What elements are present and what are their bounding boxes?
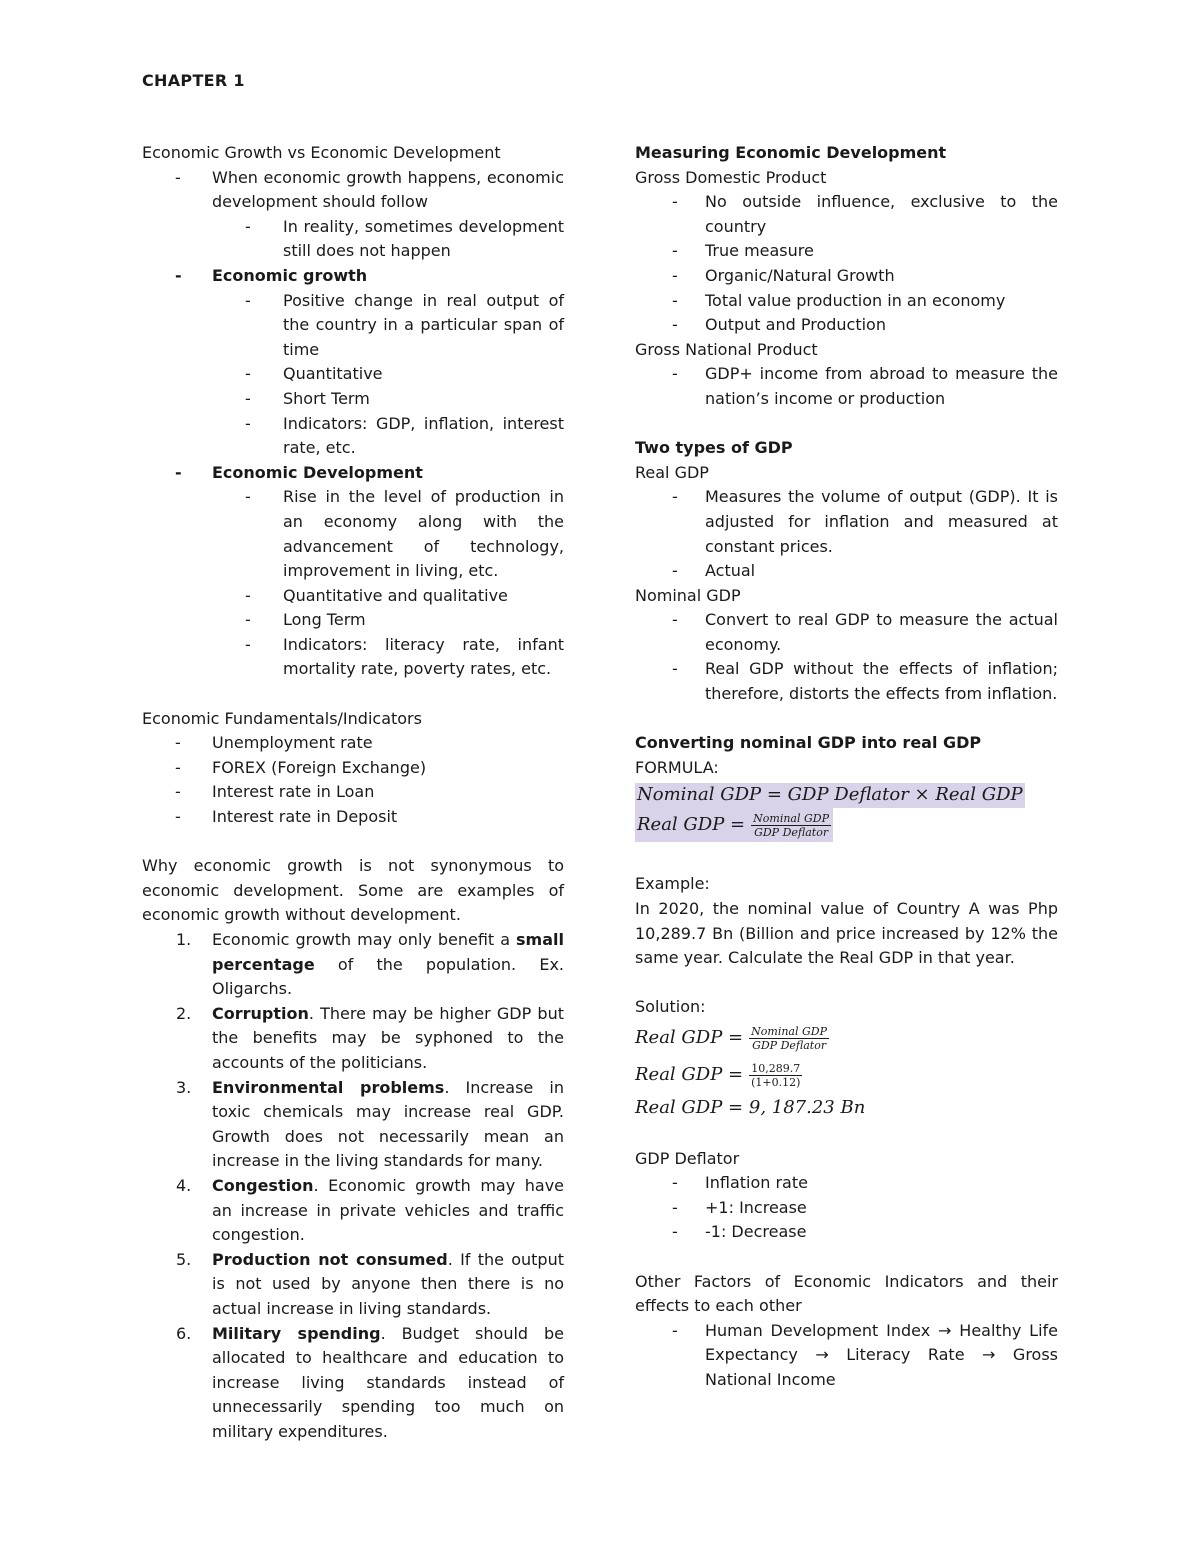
dash-marker: - [672, 265, 678, 285]
dash-marker: - [245, 216, 251, 236]
dash-marker: - [175, 807, 181, 827]
bullet-item: - Interest rate in Loan [142, 780, 564, 805]
formula-fraction: Real GDP = $\frac{\text{Nominal GDP}}{\text{GDP Deflator}}$ [635, 808, 833, 842]
sub-bullet-item: - Short Term [142, 387, 564, 412]
section-heading: Economic Growth vs Economic Development [142, 143, 501, 162]
sub-bullet-item: - Rise in the level of production in an economy along with the advancement of technology, improvement in living, etc. [245, 487, 564, 581]
bullet-item: - GDP+ income from abroad to measure the nation’s income or production [672, 364, 1058, 408]
numbered-item: 3. Environmental problems. Increase in toxic chemicals may increase real GDP. Growth does not necessarily mean an increase in the living standards for many. [176, 1077, 564, 1171]
subsection-label: Gross National Product [635, 339, 818, 359]
sub-bullet-item: - Long Term [142, 608, 564, 633]
sub-bullet-item: - Positive change in real output of the country in a particular span of time [245, 290, 564, 359]
formula-label: FORMULA: [635, 757, 719, 777]
dash-marker: - [672, 290, 678, 310]
dash-marker: - [672, 1320, 678, 1340]
dash-marker: - [175, 265, 182, 285]
bullet-item: - Measures the volume of output (GDP). It is adjusted for inflation and measured at constant prices. [672, 487, 1058, 556]
dash-marker: - [175, 757, 181, 777]
example-text: In 2020, the nominal value of Country A was Php 10,289.7 Bn (Billion and price increased by 12% the same year. Calculate the Real GDP in that year. [635, 899, 1058, 968]
bullet-item: - Inflation rate [635, 1171, 1058, 1196]
bullet-item: - Human Development Index → Healthy Life Expectancy → Literacy Rate → Gross National Income [672, 1320, 1058, 1389]
dash-marker: - [245, 364, 251, 384]
bullet-item: - Interest rate in Deposit [142, 805, 564, 830]
dash-marker: - [672, 1173, 678, 1193]
bullet-item: - No outside influence, exclusive to the country [672, 192, 1058, 236]
dash-marker: - [672, 1222, 678, 1242]
number-marker: 2. [176, 1003, 192, 1023]
dash-marker: - [245, 634, 251, 654]
section-heading: Converting nominal GDP into real GDP [635, 733, 982, 753]
dash-marker: - [672, 364, 678, 384]
sub-bullet-item: - In reality, sometimes development still does not happen [245, 216, 564, 261]
sub-bullet-item: - Quantitative and qualitative [142, 584, 564, 609]
section-heading: Two types of GDP [635, 438, 793, 458]
bullet-item: - True measure [635, 239, 1058, 264]
dash-marker: - [672, 561, 678, 581]
paragraph: Why economic growth is not synonymous to economic development. Some are examples of economic growth without development. [142, 856, 564, 925]
dash-marker: - [175, 782, 181, 802]
subsection-label: Gross Domestic Product [635, 167, 827, 187]
dash-marker: - [672, 610, 678, 630]
dash-marker: - [175, 167, 181, 187]
dash-marker: - [672, 241, 678, 261]
solution-steps: Real GDP = $\frac{\text{Nominal GDP}}{\text{GDP Deflator}}$ Real GDP = $\frac{10,289.7}{(1+0.12)}$ Real GDP = 9, 187.23 Bn [635, 1024, 866, 1118]
bullet-item: - When economic growth happens, economic development should follow [175, 167, 564, 212]
number-marker: 5. [176, 1249, 192, 1269]
bullet-item: - -1: Decrease [635, 1220, 1058, 1245]
section-heading: Measuring Economic Development [635, 143, 947, 162]
bullet-item: - +1: Increase [635, 1196, 1058, 1221]
dash-marker: - [245, 487, 251, 507]
formula-box [635, 782, 1058, 842]
dash-marker: - [175, 733, 181, 753]
section-heading: Economic Fundamentals/Indicators [142, 708, 422, 728]
subsection-label: GDP Deflator [635, 1148, 740, 1168]
example-label: Example: [635, 874, 710, 894]
sub-bullet-item: - Quantitative [142, 362, 564, 387]
numbered-item: 4. Congestion. Economic growth may have an increase in private vehicles and traffic congestion. [176, 1175, 564, 1245]
dash-marker: - [672, 192, 678, 212]
sub-bullet-item: - Indicators: literacy rate, infant mortality rate, poverty rates, etc. [245, 634, 564, 679]
paragraph: Other Factors of Economic Indicators and their effects to each other [635, 1271, 1058, 1316]
sub-bullet-item: - Indicators: GDP, inflation, interest rate, etc. [245, 413, 564, 458]
dash-marker: - [672, 315, 678, 335]
bullet-item: - Real GDP without the effects of inflation; therefore, distorts the effects from inflation. [672, 659, 1058, 704]
dash-marker: - [672, 659, 678, 679]
numbered-item: 6. Military spending. Budget should be allocated to healthcare and education to increase living standards instead of unnecessarily spending too much on military expenditures. [176, 1323, 564, 1441]
bullet-heading: - Economic growth [142, 264, 564, 289]
right-column [635, 141, 1058, 1393]
dash-marker: - [672, 1197, 678, 1217]
bullet-item: - Convert to real GDP to measure the actual economy. [672, 610, 1058, 654]
formula-equation: Nominal GDP = GDP Deflator × Real GDP [635, 783, 1025, 808]
solution-label: Solution: [635, 997, 706, 1017]
dash-marker: - [672, 487, 678, 507]
left-column [142, 141, 564, 1444]
subsection-label: Nominal GDP [635, 585, 741, 605]
dash-marker: - [245, 388, 251, 408]
bullet-item: - Organic/Natural Growth [635, 264, 1058, 289]
subsection-label: Real GDP [635, 462, 709, 482]
number-marker: 4. [176, 1175, 192, 1195]
bullet-item: - FOREX (Foreign Exchange) [142, 756, 564, 781]
dash-marker: - [175, 462, 182, 482]
dash-marker: - [245, 413, 251, 433]
number-marker: 3. [176, 1077, 192, 1097]
dash-marker: - [245, 585, 251, 605]
bullet-item: - Output and Production [635, 313, 1058, 338]
bullet-heading: - Economic Development [142, 461, 564, 486]
numbered-item: 2. Corruption. There may be higher GDP but the benefits may be syphoned to the accounts of the politicians. [176, 1003, 564, 1072]
page-title: CHAPTER 1 [142, 71, 245, 90]
dash-marker: - [245, 290, 251, 310]
numbered-item: 5. Production not consumed. If the output is not used by anyone then there is no actual increase in living standards. [176, 1249, 564, 1318]
numbered-item: 1. Economic growth may only benefit a small percentage of the population. Ex. Oligarchs. [176, 930, 564, 999]
bullet-item: - Actual [635, 559, 1058, 584]
number-marker: 1. [176, 930, 192, 949]
number-marker: 6. [176, 1323, 192, 1343]
bullet-item: - Unemployment rate [142, 731, 564, 756]
bullet-item: - Total value production in an economy [635, 289, 1058, 314]
dash-marker: - [245, 610, 251, 630]
